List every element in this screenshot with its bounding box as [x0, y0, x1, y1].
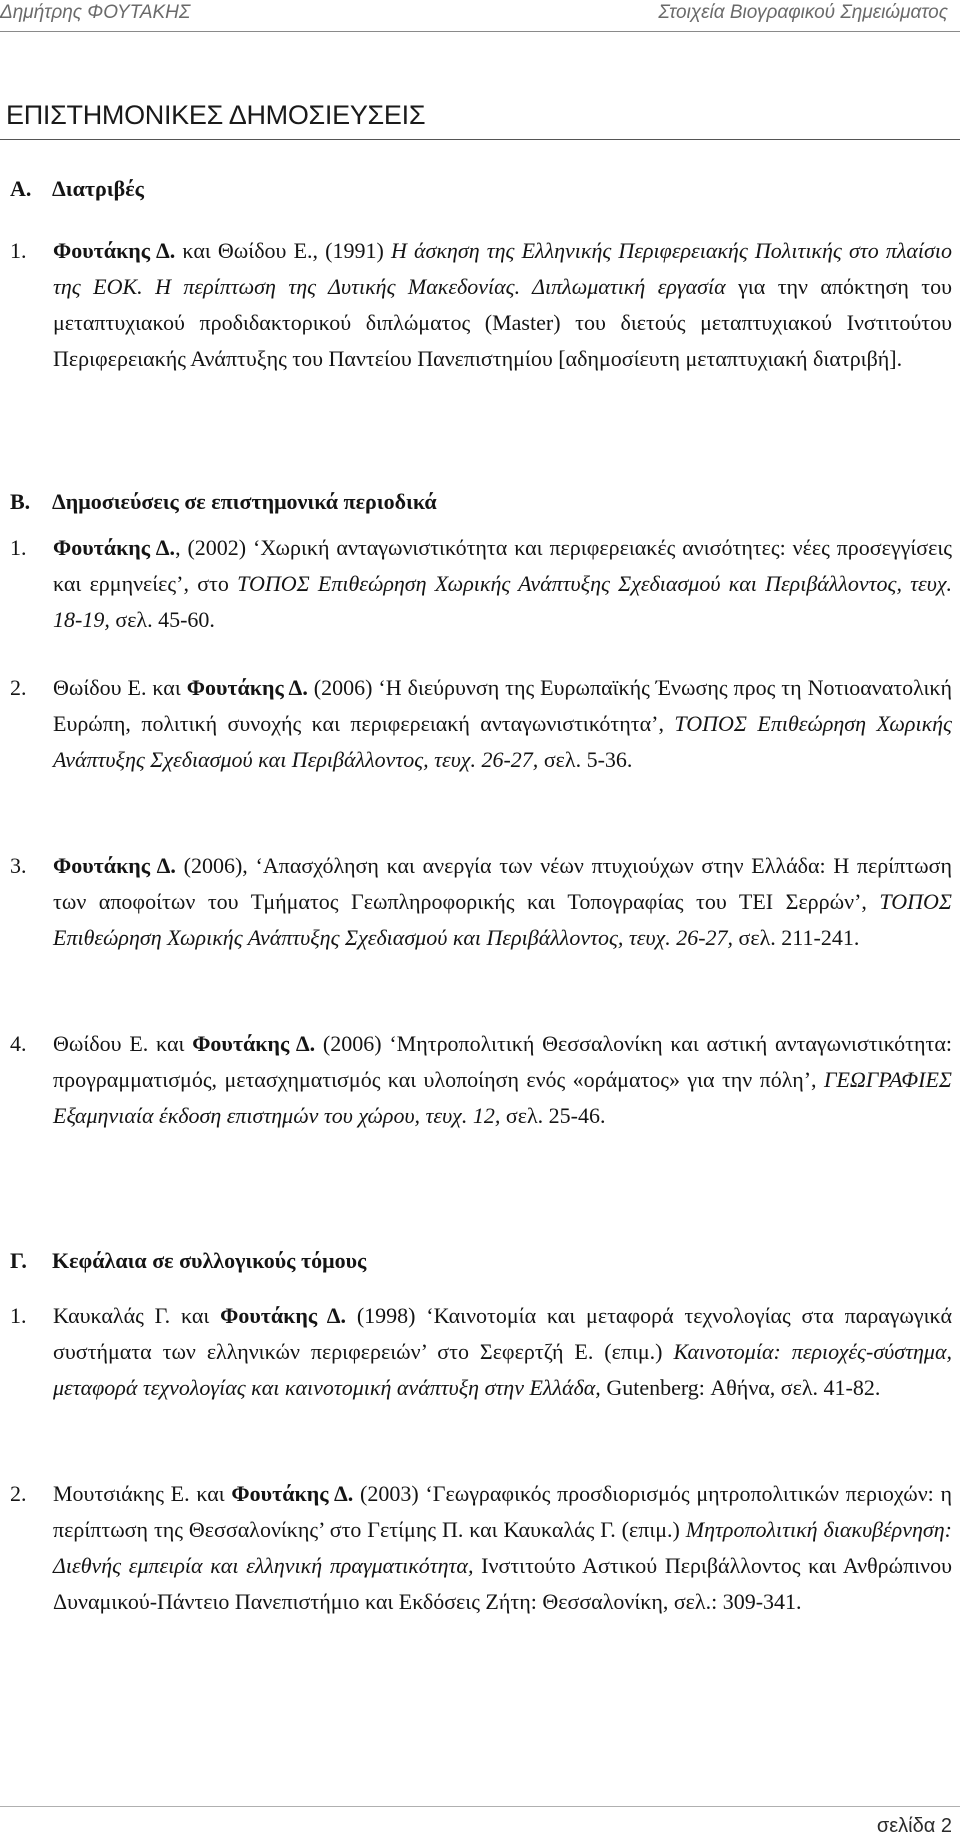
item-number: 1.	[10, 1303, 27, 1328]
item-citation	[53, 530, 952, 638]
citation-italic: ΓΕΩΓΡΑΦΙΕΣ Εξαμηνιαία έκδοση επιστημών του χώρου, τευχ. 12,	[53, 1067, 952, 1128]
author-bold: Φουτάκης Δ.	[53, 238, 176, 263]
citation-text: (2003) ‘Γεωγραφικός προσδιορισμός μητροπολιτικών περιοχών: η περίπτωση της Θεσσαλονίκης’ στο Γετίμης Π. και Καυκαλάς Γ. (επιμ.)	[53, 1481, 952, 1542]
section-b-title: Δημοσιεύσεις σε επιστημονικά περιοδικά	[52, 489, 437, 514]
citation-italic: Καινοτομία: περιοχές-σύστημα, μεταφορά τεχνολογίας και καινοτομική ανάπτυξη στην Ελλάδα,	[53, 1339, 952, 1400]
citation-italic: Η άσκηση της Ελληνικής Περιφερειακής Πολιτικής στο πλαίσιο της ΕΟΚ. Η περίπτωση της Δυτικής Μακεδονίας. Διπλωματική εργασία	[53, 238, 952, 299]
item-citation	[53, 1298, 952, 1406]
citation-text: και Θωίδου Ε., (1991)	[175, 238, 391, 263]
item-citation	[53, 1026, 952, 1134]
citation-text-end: Ινστιτούτο Αστικού Περιβάλλοντος και Ανθρώπινου Δυναμικού-Πάντειο Πανεπιστήμιο και Εκδόσεις Ζήτη: Θεσσαλονίκη, σελ.: 309-341.	[53, 1553, 952, 1614]
header-document-title: Στοιχεία Βιογραφικού Σημειώματος	[658, 2, 948, 23]
item-number: 4.	[10, 1031, 27, 1056]
author-bold: Φουτάκης Δ.	[192, 1031, 316, 1056]
page-number: σελίδα 2	[876, 1815, 952, 1837]
citation-text-end: σελ. 5-36.	[538, 747, 633, 772]
citation-italic: Μητροπολιτική διακυβέρνηση: Διεθνής εμπειρία και ελληνική πραγματικότητα,	[53, 1517, 952, 1578]
section-a-title: Διατριβές	[52, 176, 144, 201]
citation-text: , (2002) ‘Χωρική ανταγωνιστικότητα και περιφερειακές ανισότητες: νέες προσεγγίσεις και ερμηνείες’, στο	[53, 535, 952, 596]
citation-text-end: σελ. 45-60.	[109, 607, 215, 632]
citation-italic: ΤΟΠΟΣ Επιθεώρηση Χωρικής Ανάπτυξης Σχεδιασμού και Περιβάλλοντος, τευχ. 26-27,	[53, 889, 952, 950]
section-c-item-1	[10, 1298, 952, 1406]
section-b-letter: Β.	[10, 489, 31, 514]
author-bold: Φουτάκης Δ.	[53, 535, 176, 560]
citation-text: (2006), ‘Απασχόληση και ανεργία των νέων πτυχιούχων στην Ελλάδα: Η περίπτωση των αποφοίτων του Τμήματος Γεωπληροφορικής και Τοπογραφίας του ΤΕΙ Σερρών’,	[53, 853, 952, 914]
citation-text-end: σελ. 211-241.	[733, 925, 860, 950]
item-citation	[53, 848, 952, 956]
author-bold: Φουτάκης Δ.	[220, 1303, 347, 1328]
citation-text: (1998) ‘Καινοτομία και μεταφορά τεχνολογίας στα παραγωγικά συστήματα των ελληνικών περιφερειών’ στο Σεφερτζή Ε. (επιμ.)	[53, 1303, 952, 1364]
citation-text: (2006) ‘Μητροπολιτική Θεσσαλονίκη και αστική ανταγωνιστικότητα: προγραμματισμός, μετασχηματισμός και υλοποίηση ενός «οράματος» για την πόλη’,	[53, 1031, 952, 1092]
header-author: Δημήτρης ΦΟΥΤΑΚΗΣ	[0, 2, 191, 23]
citation-text: (2006) ‘Η διεύρυνση της Ευρωπαϊκής Ένωσης προς τη Νοτιοανατολική Ευρώπη, πολιτική συνοχής και περιφερειακή ανταγωνιστικότητα’,	[53, 675, 952, 736]
section-a-heading	[10, 176, 144, 202]
section-c-title: Κεφάλαια σε συλλογικούς τόμους	[52, 1248, 367, 1273]
citation-text-end: σελ. 25-46.	[500, 1103, 606, 1128]
section-b-item-3	[10, 848, 952, 956]
section-c-heading	[10, 1248, 366, 1274]
section-c-item-2	[10, 1476, 952, 1620]
item-number: 2.	[10, 675, 27, 700]
item-number: 3.	[10, 853, 27, 878]
author-bold: Φουτάκης Δ.	[231, 1481, 354, 1506]
citation-coauthors: Θωίδου Ε. και	[53, 1031, 193, 1056]
item-citation	[53, 670, 952, 778]
author-bold: Φουτάκης Δ.	[186, 675, 308, 700]
item-number: 1.	[10, 535, 27, 560]
citation-italic: ΤΟΠΟΣ Επιθεώρηση Χωρικής Ανάπτυξης Σχεδιασμού και Περιβάλλοντος, τευχ. 26-27,	[53, 711, 952, 772]
item-number: 1.	[10, 238, 27, 263]
section-b-item-4	[10, 1026, 952, 1134]
section-c-letter: Γ.	[10, 1248, 27, 1273]
header-divider	[0, 31, 960, 32]
page-title: ΕΠΙΣΤΗΜΟΝΙΚΕΣ ΔΗΜΟΣΙΕΥΣΕΙΣ	[6, 100, 426, 130]
section-b-item-1	[10, 530, 952, 638]
title-divider	[0, 139, 960, 140]
citation-coauthors: Θωίδου Ε. και	[53, 675, 187, 700]
item-citation	[53, 233, 952, 377]
citation-text-end: για την απόκτηση του μεταπτυχιακού προδιδακτορικού διπλώματος (Master) του διετούς μεταπτυχιακού Ινστιτούτου Περιφερειακής Ανάπτυξης του Παντείου Πανεπιστημίου [αδημοσίευτη μεταπτυχιακή διατριβή].	[53, 274, 952, 371]
section-a-letter: Α.	[10, 176, 32, 201]
citation-italic: ΤΟΠΟΣ Επιθεώρηση Χωρικής Ανάπτυξης Σχεδιασμού και Περιβάλλοντος, τευχ. 18-19,	[53, 571, 953, 632]
citation-text-end: Gutenberg: Αθήνα, σελ. 41-82.	[600, 1375, 881, 1400]
section-b-heading	[10, 489, 437, 515]
item-citation	[53, 1476, 952, 1620]
item-number: 2.	[10, 1481, 27, 1506]
running-header	[0, 2, 948, 28]
footer-divider	[0, 1806, 960, 1807]
section-b-item-2	[10, 670, 952, 778]
citation-coauthors: Μουτσιάκης Ε. και	[53, 1481, 232, 1506]
author-bold: Φουτάκης Δ.	[53, 853, 176, 878]
citation-coauthors: Καυκαλάς Γ. και	[53, 1303, 221, 1328]
section-a-item-1	[10, 233, 952, 377]
